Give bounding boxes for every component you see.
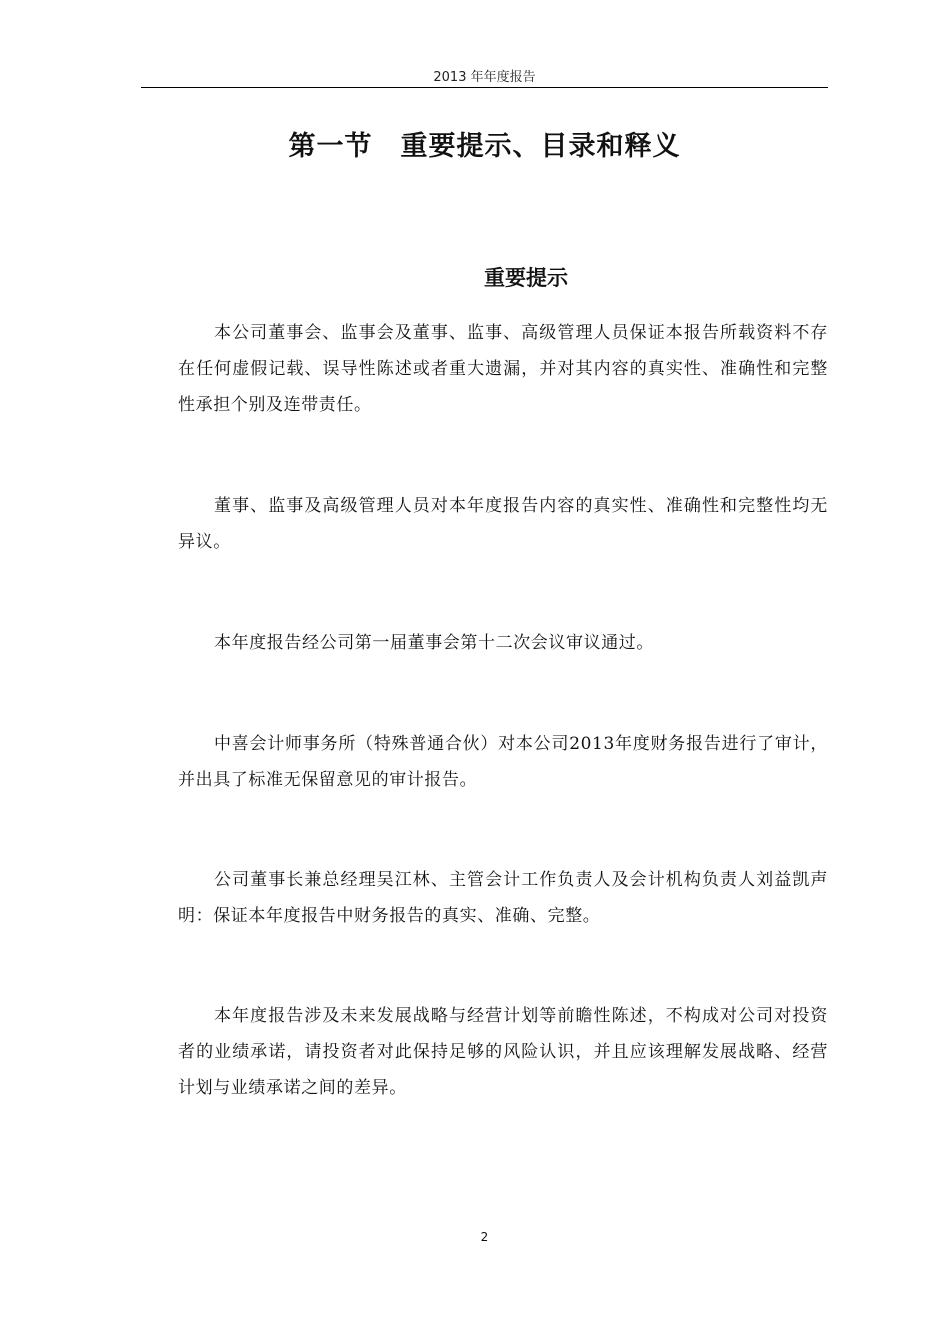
subsection-title: 重要提示 — [484, 266, 568, 290]
notice-paragraph: 本年度报告经公司第一届董事会第十二次会议审议通过。 — [214, 633, 654, 653]
notice-paragraph: 中喜会计师事务所（特殊普通合伙）对本公司2013年度财务报告进行了审计，并出具了标准无保留意见的审计报告。 — [178, 734, 828, 790]
page-number: 2 — [480, 1230, 489, 1244]
notice-paragraph: 本公司董事会、监事会及董事、监事、高级管理人员保证本报告所载资料不存在任何虚假记载、误导性陈述或者重大遗漏，并对其内容的真实性、准确性和完整性承担个别及连带责任。 — [178, 323, 828, 415]
notice-paragraph: 本年度报告涉及未来发展战略与经营计划等前瞻性陈述，不构成对公司对投资者的业绩承诺，请投资者对此保持足够的风险认识，并且应该理解发展战略、经营计划与业绩承诺之间的差异。 — [178, 1006, 828, 1098]
notice-paragraph: 董事、监事及高级管理人员对本年度报告内容的真实性、准确性和完整性均无异议。 — [178, 496, 828, 552]
notice-paragraph: 公司董事长兼总经理吴江林、主管会计工作负责人及会计机构负责人刘益凯声明：保证本年度报告中财务报告的真实、准确、完整。 — [178, 870, 828, 926]
running-header: 2013 年年度报告 — [433, 70, 536, 85]
section-title: 第一节 重要提示、目录和释义 — [288, 131, 681, 162]
header-divider — [141, 87, 828, 88]
